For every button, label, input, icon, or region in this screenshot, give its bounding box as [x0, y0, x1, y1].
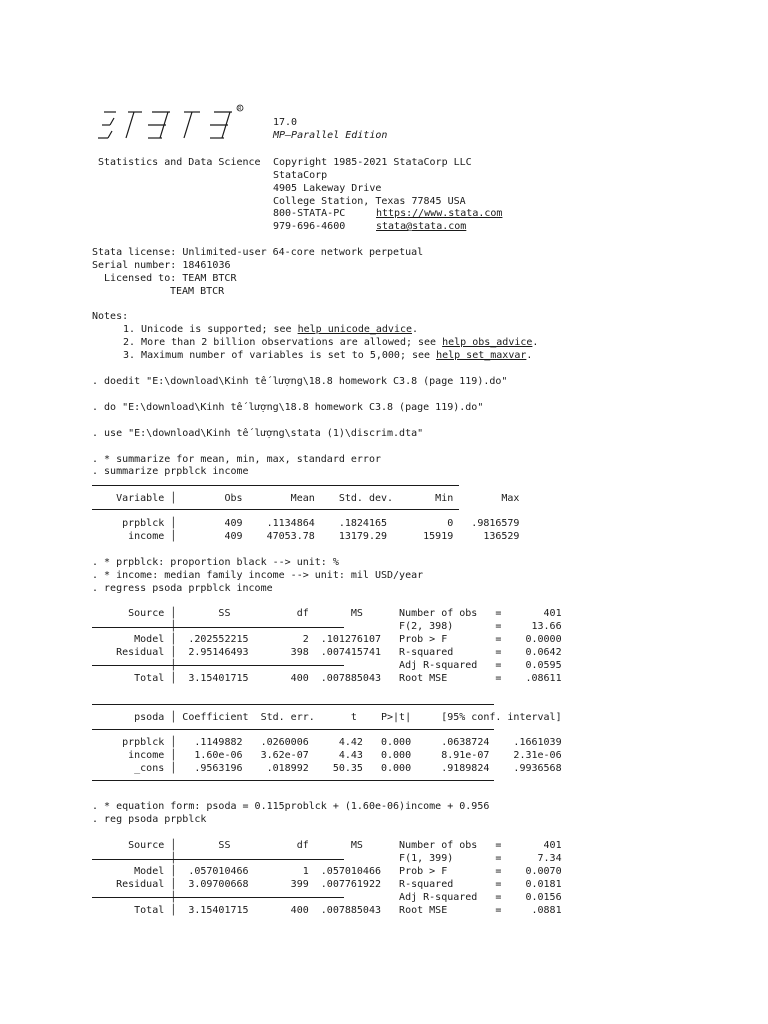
- reg2-anova-row: │ F(1, 399) = 7.34: [92, 853, 562, 864]
- note-3-end: .: [526, 350, 533, 361]
- licensed-to-value: TEAM BTCR: [182, 273, 237, 284]
- help-maxvar-link[interactable]: help set_maxvar: [436, 350, 527, 361]
- command-comment-income: . * income: median family income --> unit: mil USD/year: [92, 570, 424, 581]
- phone-2: 979-696-4600: [273, 221, 346, 232]
- note-1: [123, 324, 418, 336]
- summary-row-prpblck: prpblck │ 409 .1134864 .1824165 0 .9816579: [92, 518, 520, 529]
- svg-text:R: R: [238, 106, 242, 112]
- command-do: . do "E:\download\Kinh tế lượng\18.8 homework C3.8 (page 119).do": [92, 402, 484, 413]
- reg1-coef-row-cons: _cons │ .9563196 .018992 50.35 0.000 .9189824 .9936568: [92, 763, 562, 774]
- reg1-coef-bottom-rule: [92, 780, 494, 781]
- license-type-value: Unlimited-user 64-core network perpetual: [182, 247, 424, 258]
- reg1-anova-row: Total │ 3.15401715 400 .007885043 Root MSE = .08611: [92, 673, 562, 684]
- reg2-anova-row: Residual │ 3.09700668 399 .007761922 R-squared = 0.0181: [92, 879, 562, 890]
- stata-email-link[interactable]: stata@stata.com: [376, 221, 467, 232]
- summary-top-rule: [92, 485, 459, 486]
- address-line-2: College Station, Texas 77845 USA: [273, 196, 466, 207]
- command-regress: . regress psoda prpblck income: [92, 583, 273, 594]
- serial-line: [92, 260, 231, 272]
- note-3-text: 3. Maximum number of variables is set to 5,000; see: [123, 350, 437, 361]
- company-text: StataCorp: [273, 170, 328, 181]
- help-unicode-link[interactable]: help unicode_advice: [297, 324, 412, 335]
- reg1-anova-row: │ F(2, 398) = 13.66: [92, 621, 562, 632]
- note-2-text: 2. More than 2 billion observations are allowed; see: [123, 337, 443, 348]
- version-text: 17.0: [273, 117, 298, 128]
- license-type-line: [92, 247, 423, 259]
- reg1-anova-row: Source │ SS df MS Number of obs = 401: [92, 608, 562, 619]
- note-2: [123, 337, 538, 349]
- command-reg: . reg psoda prpblck: [92, 814, 207, 825]
- reg2-anova-row: │ Adj R-squared = 0.0156: [92, 892, 562, 903]
- reg2-anova-row: Model │ .057010466 1 .057010466 Prob > F = 0.0070: [92, 866, 562, 877]
- summary-header: Variable │ Obs Mean Std. dev. Min Max: [92, 493, 520, 504]
- reg1-coef-row-income: income │ 1.60e-06 3.62e-07 4.43 0.000 8.91e-07 2.31e-06: [92, 750, 562, 761]
- note-1-text: 1. Unicode is supported; see: [123, 324, 298, 335]
- summary-header-rule: [92, 509, 459, 510]
- command-comment-summarize: . * summarize for mean, min, max, standard error: [92, 454, 381, 465]
- command-comment-equation: . * equation form: psoda = 0.115problck + (1.60e-06)income + 0.956: [92, 801, 490, 812]
- copyright-text: Copyright 1985-2021 StataCorp LLC: [273, 157, 472, 168]
- reg1-anova-row: Residual │ 2.95146493 398 .007415741 R-squared = 0.0642: [92, 647, 562, 658]
- reg2-anova-row: Source │ SS df MS Number of obs = 401: [92, 840, 562, 851]
- reg1-coef-top-rule: [92, 704, 494, 705]
- licensed-to-label: Licensed to:: [104, 273, 177, 284]
- licensed-to-line: [104, 273, 236, 285]
- command-doedit: . doedit "E:\download\Kinh tế lượng\18.8 homework C3.8 (page 119).do": [92, 376, 508, 387]
- reg1-coef-header: psoda │ Coefficient Std. err. t P>|t| [95% conf. interval]: [92, 712, 562, 723]
- serial-label: Serial number:: [92, 260, 177, 271]
- notes-title: Notes:: [92, 311, 129, 322]
- reg2-anova-row: Total │ 3.15401715 400 .007885043 Root MSE = .0881: [92, 905, 562, 916]
- reg1-coef-header-rule: [92, 729, 494, 730]
- reg1-anova-row: │ Adj R-squared = 0.0595: [92, 660, 562, 671]
- tagline-text: Statistics and Data Science: [98, 157, 261, 168]
- reg1-anova-row: Model │ .202552215 2 .101276107 Prob > F = 0.0000: [92, 634, 562, 645]
- command-comment-prpblck: . * prpblck: proportion black --> unit: %: [92, 557, 339, 568]
- edition-text: MP—Parallel Edition: [273, 130, 388, 141]
- command-use: . use "E:\download\Kinh tế lượng\stata (1)\discrim.dta": [92, 428, 424, 439]
- license-type-label: Stata license:: [92, 247, 177, 258]
- command-summarize: . summarize prpblck income: [92, 466, 249, 477]
- licensed-to-value-2: TEAM BTCR: [170, 286, 225, 297]
- note-1-end: .: [412, 324, 419, 335]
- reg1-coef-row-prpblck: prpblck │ .1149882 .0260006 4.42 0.000 .0638724 .1661039: [92, 737, 562, 748]
- help-obs-link[interactable]: help obs_advice: [442, 337, 533, 348]
- note-3: [123, 350, 532, 362]
- serial-value: 18461036: [182, 260, 231, 271]
- address-line-1: 4905 Lakeway Drive: [273, 183, 382, 194]
- stata-logo: [90, 104, 255, 144]
- note-2-end: .: [532, 337, 539, 348]
- summary-row-income: income │ 409 47053.78 13179.29 15919 136529: [92, 531, 520, 542]
- phone-1: 800-STATA-PC: [273, 208, 346, 219]
- stata-url-link[interactable]: https://www.stata.com: [376, 208, 503, 219]
